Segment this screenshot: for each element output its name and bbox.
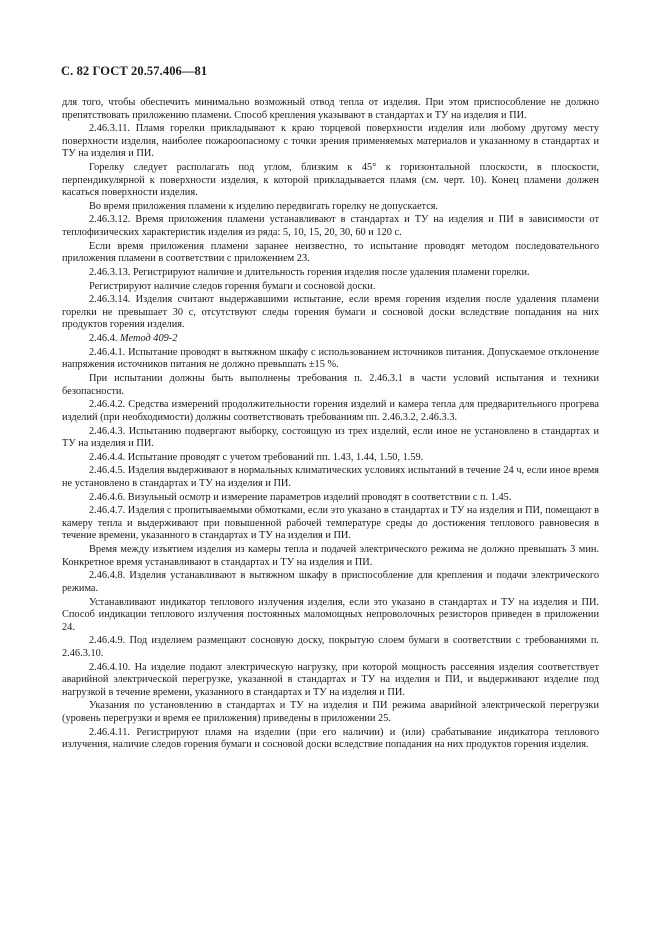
paragraph: 2.46.4.3. Испытанию подвергают выборку, состоящую из трех изделий, если иное не установлено в стандартах и ТУ на изделия и ПИ. xyxy=(62,425,599,450)
paragraph: Горелку следует располагать под углом, близким к 45° к горизонтальной плоскости, в плоскости, перпендикулярной к поверхности изделия, к которой прикладывается пламя (см. черт. 10). Конец пламени должен касаться поверхности изделия. xyxy=(62,162,599,199)
paragraph: Если время приложения пламени заранее неизвестно, то испытание проводят методом последовательного приложения пламени в соответствии с приложением 23. xyxy=(62,240,599,265)
page-header: С. 82 ГОСТ 20.57.406—81 xyxy=(61,64,208,78)
paragraph: Во время приложения пламени к изделию передвигать горелку не допускается. xyxy=(89,200,439,212)
paragraph: 2.46.3.13. Регистрируют наличие и длительность горения изделия после удаления пламени горелки. xyxy=(89,266,530,278)
paragraph: 2.46.3.14. Изделия считают выдержавшими испытание, если время горения изделия после удаления пламени горелки не превышает 30 с, отсутствуют следы горения бумаги и сосновой доски вследствие попадания на них продуктов горения изделия. xyxy=(62,294,599,331)
paragraph: для того, чтобы обеспечить минимально возможный отвод тепла от изделия. При этом приспособление не должно препятствовать приложению пламени. Способ крепления указывают в стандартах и ТУ на изделия и ПИ. xyxy=(62,97,599,121)
paragraph: Регистрируют наличие следов горения бумаги и сосновой доски. xyxy=(89,280,376,292)
paragraph: 2.46.4.6. Визульный осмотр и измерение параметров изделий проводят в соответствии с п. 1.45. xyxy=(89,491,512,503)
paragraph: Указания по установлению в стандартах и ТУ на изделия и ПИ режима аварийной электрической перегрузки (уровень перегрузки и время ее приложения) приведены в приложении 25. xyxy=(62,700,599,724)
paragraph: 2.46.4.11. Регистрируют пламя на изделии (при его наличии) и (или) срабатывание индикатора теплового излучения, наличие следов горения бумаги и сосновой доски вследствие попадания на них продуктов горения изделия. xyxy=(62,726,599,751)
paragraph: 2.46.4.1. Испытание проводят в вытяжном шкафу с использованием источников питания. Допускаемое отклонение напряжения источников питания не должно превышать ±15 %. xyxy=(62,346,599,371)
paragraph: Устанавливают индикатор теплового излучения изделия, если это указано в стандартах и ТУ на изделия и ПИ. Способ индикации теплового излучения постоянных маломощных непроволочных резисторов приведен в приложении 24. xyxy=(62,596,599,633)
method-name: Метод 409-2 xyxy=(120,333,178,345)
paragraph: Время между изъятием изделия из камеры тепла и подачей электрического режима не должно превышать 3 мин. Конкретное время устанавливают в стандартах и ТУ на изделия и ПИ. xyxy=(62,544,599,568)
document-page xyxy=(62,64,599,753)
paragraph: 2.46.4.7. Изделия с пропитываемыми обмотками, если это указано в стандартах и ТУ на изделия и ПИ, помещают в камеру тепла и выдерживают при повышенной рабочей температуре среды до достижения теплового равновесия в течение времени, указанного в стандартах и ТУ на изделия и ПИ. xyxy=(62,505,599,542)
paragraph: 2.46.4.4. Испытание проводят с учетом требований пп. 1.43, 1.44, 1.50, 1.59. xyxy=(89,451,424,463)
paragraph: 2.46.4.2. Средства измерений продолжительности горения изделий и камера тепла для предварительного прогрева изделий (при необходимости) должны соответствовать требованиям пп. 2.46.3.2, 2.46.3.3. xyxy=(62,399,599,423)
paragraph: 2.46.4.9. Под изделием размещают сосновую доску, покрытую слоем бумаги в соответствии с требованиями п. 2.46.3.10. xyxy=(62,635,599,659)
method-heading xyxy=(62,333,599,347)
paragraph: 2.46.4.5. Изделия выдерживают в нормальных климатических условиях испытаний в течение 24 ч, если иное время не установлено в стандартах и ТУ на изделия и ПИ. xyxy=(62,465,599,489)
paragraph: 2.46.3.12. Время приложения пламени устанавливают в стандартах и ТУ на изделия и ПИ в зависимости от теплофизических характеристик изделия из ряда: 5, 10, 15, 20, 30, 60 и 120 с. xyxy=(62,214,599,239)
paragraph: 2.46.4.8. Изделия устанавливают в вытяжном шкафу в приспособление для крепления и подачи электрического режима. xyxy=(62,570,599,594)
paragraph: 2.46.3.11. Пламя горелки прикладывают к краю торцевой поверхности изделия или любому другому месту поверхности изделия, наиболее пожароопасному с точки зрения применяемых материалов и указанному в стандартах и ТУ на изделия и ПИ. xyxy=(62,123,599,160)
method-number: 2.46.4. xyxy=(89,333,118,345)
paragraph: 2.46.4.10. На изделие подают электрическую нагрузку, при которой мощность рассеяния изделия соответствует аварийной электрической перегрузке, указанной в стандартах и ТУ на изделия и ПИ, и выдерживают изделие под нагрузкой в течение времени, указанного в стандартах и ТУ на изделия и ПИ. xyxy=(62,661,599,698)
paragraph: При испытании должны быть выполнены требования п. 2.46.3.1 в части условий испытания и техники безопасности. xyxy=(62,373,599,397)
